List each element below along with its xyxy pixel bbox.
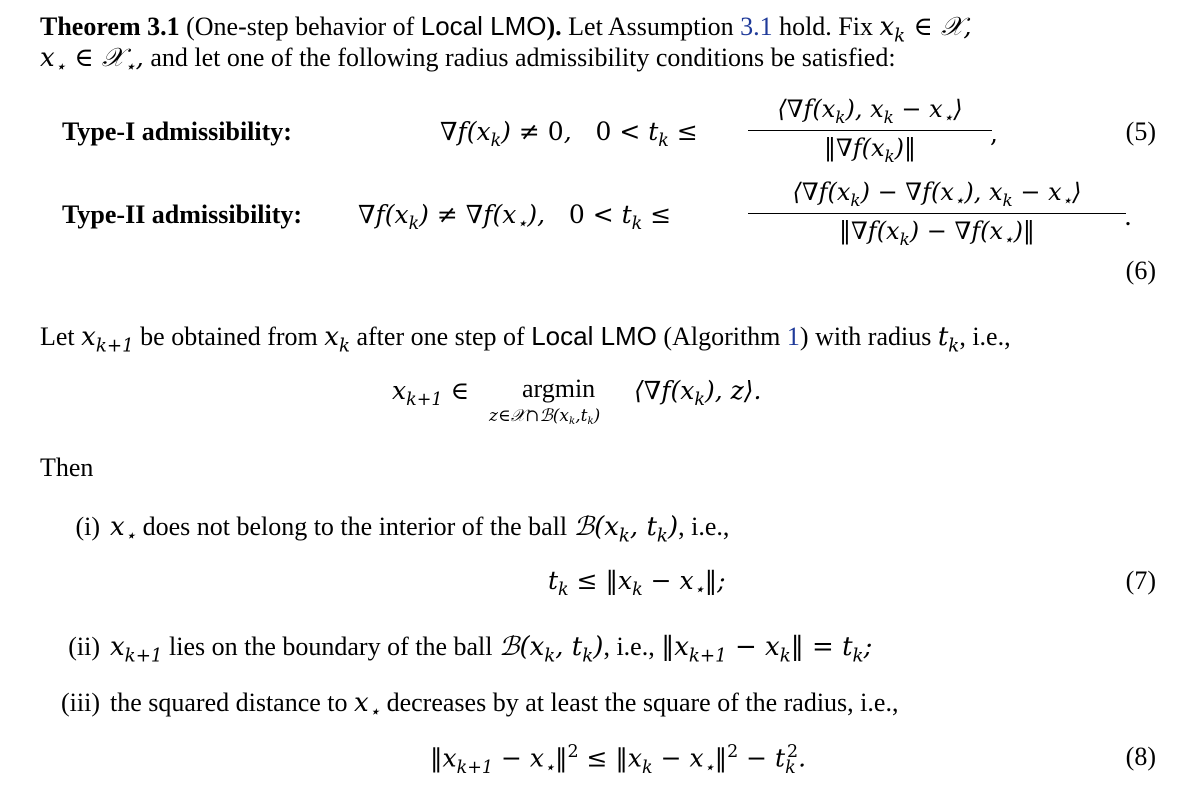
- step-text-a: Let: [40, 322, 75, 351]
- fraction-numerator: $⟨\nabla f(x_k) - \nabla f(x_⋆)$, $x_k$ − $x_⋆⟩$: [792, 178, 1082, 210]
- fraction-denominator: $‖\nabla f(x_k)$ − $\nabla f(x_⋆)‖$: [839, 217, 1035, 250]
- theorem-line2-text: and let one of the following radius admissibility conditions be satisfied:: [150, 43, 896, 72]
- equation-number: (6): [1125, 256, 1156, 285]
- theorem-title-open: (One-step behavior of: [186, 12, 421, 41]
- then-label: Then: [40, 453, 94, 482]
- item-marker: (iii): [61, 688, 100, 717]
- step-text-e: ) with radius: [799, 322, 932, 351]
- algorithm-ref-link[interactable]: 1: [786, 322, 800, 351]
- step-text-f: , i.e.,: [959, 322, 1011, 351]
- argmin-subscript: z∈𝒳∩ℬ(xk,tk): [489, 406, 601, 428]
- condition-trail: ,: [990, 119, 998, 148]
- x-star: $x_⋆$: [110, 512, 137, 547]
- display-eq-8: $‖x_{k+1}$ − $x_⋆‖^2$ ≤ $‖x_k$ − $x_⋆‖^2 - t_k^2$.: [430, 742, 807, 778]
- item-text: the squared distance to: [110, 688, 348, 717]
- display-eq-7: $t_k$ ≤ $‖x_k$ − $x_⋆‖$;: [548, 566, 726, 601]
- update-rhs: $⟨\nabla f(x_k)$, z⟩.: [634, 376, 762, 411]
- x-k-plus-1: $x_{k+1}$: [110, 632, 163, 667]
- fraction-bar: [748, 130, 992, 131]
- equation-number: (5): [1125, 117, 1156, 146]
- item-text: lies on the boundary of the ball: [169, 632, 493, 661]
- xk-in-X-math: $x_k$ ∈ 𝒳,: [879, 12, 972, 47]
- x-k: $x_k$: [324, 322, 350, 357]
- step-algo-name: Local LMO: [531, 321, 657, 351]
- item-tail: decreases by at least the square of the radius, i.e.,: [386, 688, 899, 717]
- condition-fraction: [748, 95, 992, 166]
- item-tail: , i.e.,: [678, 512, 730, 541]
- item-tail: , i.e.,: [603, 632, 655, 661]
- theorem-title-close: ).: [546, 12, 562, 41]
- ball-math: $ℬ(x_k$, $t_k$): [499, 632, 604, 667]
- theorem-line-2: [40, 42, 896, 83]
- list-item-iii: [56, 688, 898, 722]
- ball-math: $ℬ(x_k$, $t_k$): [573, 512, 679, 547]
- fraction-denominator: $‖\nabla f(x_k)‖$: [823, 134, 917, 167]
- condition-label: Type-II admissibility:: [62, 200, 303, 229]
- fraction-numerator: $⟨\nabla f(x_k)$, $x_k$ − $x_⋆⟩$: [777, 95, 963, 127]
- item-marker: (i): [75, 512, 100, 541]
- inline-boundary-eq: $‖x_{k+1}$ − $x_k‖ = t_k$;: [661, 632, 873, 667]
- assumption-ref-link[interactable]: 3.1: [740, 12, 773, 41]
- fraction-bar: [748, 213, 1126, 214]
- argmin-operator: argmin: [522, 374, 596, 403]
- theorem-intro-b: hold. Fix: [779, 12, 873, 41]
- item-marker: (ii): [68, 632, 100, 661]
- update-lhs: $x_{k+1}$ ∈: [392, 376, 469, 411]
- xstar-in-Xstar-math: $x_⋆$ ∈ 𝒳$_⋆$,: [40, 43, 144, 78]
- equation-number: (7): [1125, 566, 1156, 595]
- step-text-b: be obtained from: [140, 322, 318, 351]
- theorem-intro-a: Let Assumption: [568, 12, 734, 41]
- condition-trail: .: [1124, 202, 1132, 231]
- theorem-heading: Theorem 3.1: [40, 12, 180, 41]
- condition-type-1: [0, 95, 1200, 175]
- list-item-i: [56, 512, 729, 546]
- condition-premise: $\nabla f(x_k) \ne \nabla f(x_⋆)$, $0 < t_k$ ≤: [358, 200, 672, 235]
- condition-type-2: [0, 178, 1200, 285]
- condition-label: Type-I admissibility:: [62, 117, 292, 146]
- step-line: [40, 320, 1011, 362]
- step-text-d: (Algorithm: [663, 322, 781, 351]
- x-star: $x_⋆$: [354, 688, 381, 723]
- step-text-c: after one step of: [356, 322, 525, 351]
- condition-fraction: [748, 178, 1126, 249]
- t-k: $t_k$: [937, 322, 960, 357]
- condition-premise: $\nabla f(x_k) \ne 0$, $0 < t_k$ ≤: [440, 117, 698, 152]
- list-item-ii: [56, 632, 872, 666]
- theorem-algo-name: Local LMO: [420, 11, 547, 41]
- equation-number: (8): [1125, 742, 1156, 771]
- x-k-plus-1: $x_{k+1}$: [81, 322, 134, 357]
- item-text: does not belong to the interior of the ball: [142, 512, 568, 541]
